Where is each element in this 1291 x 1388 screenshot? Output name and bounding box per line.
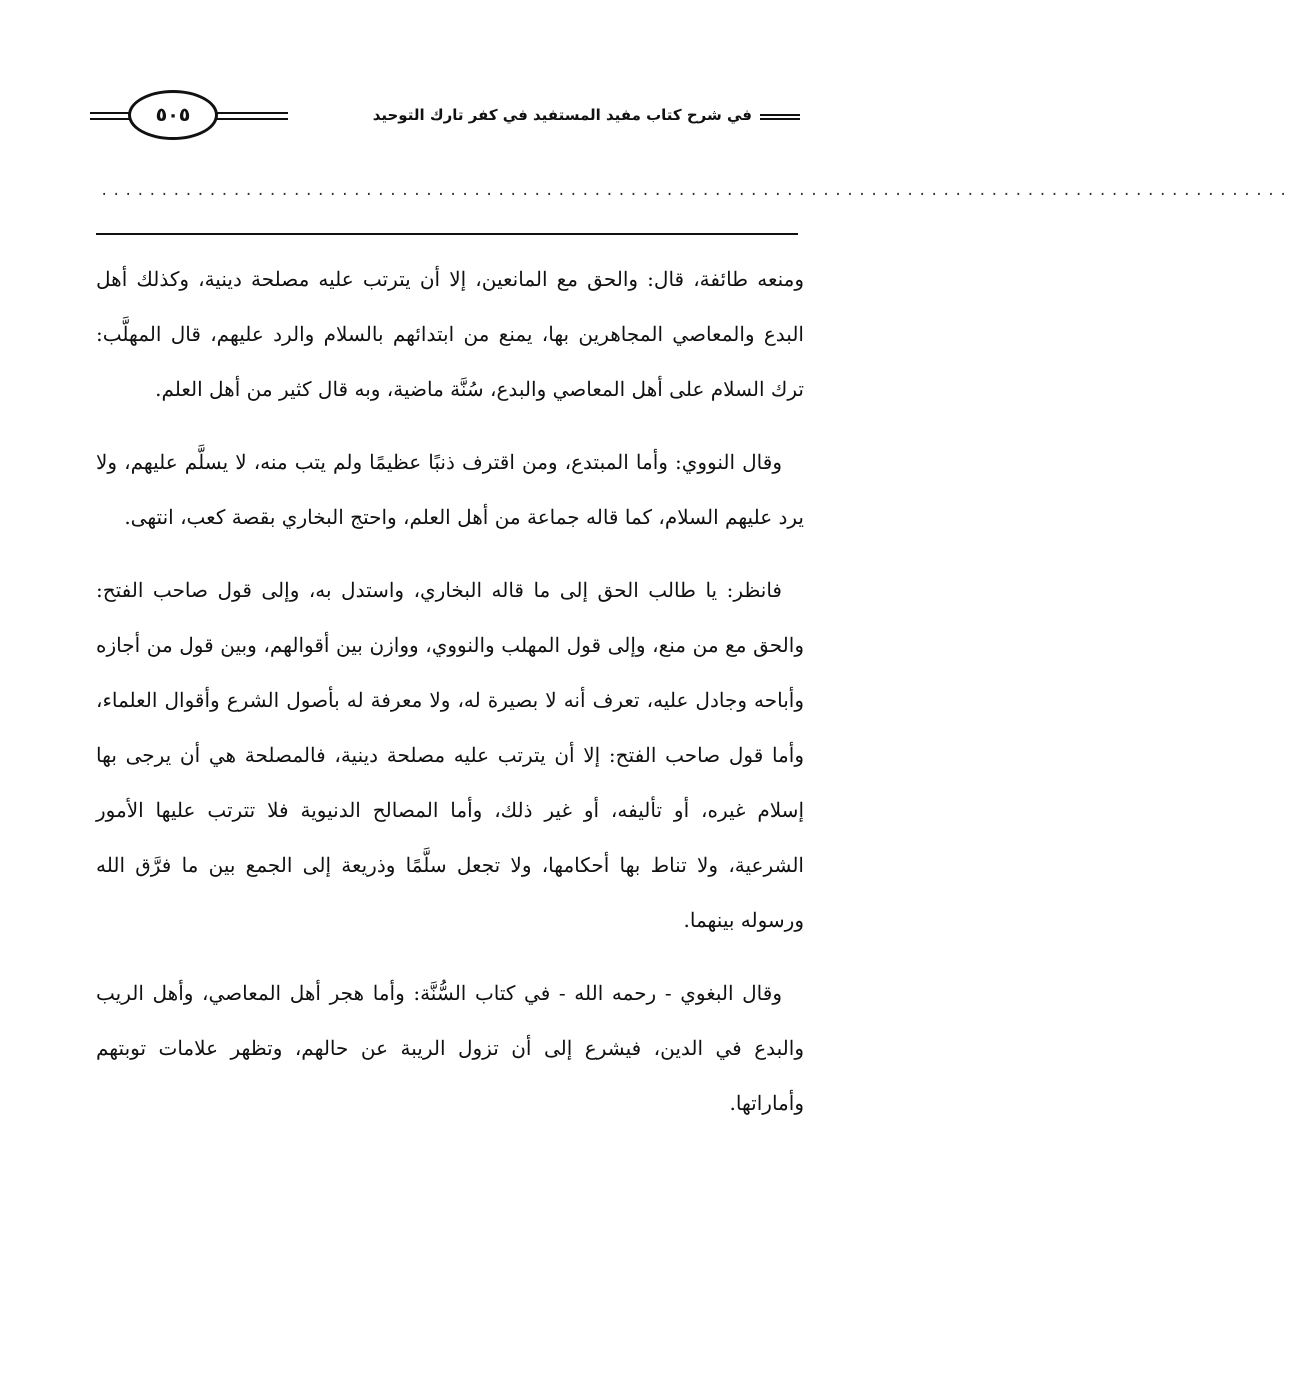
- header-horizontal-rule: [96, 233, 798, 235]
- paragraph-4: وقال البغوي - رحمه الله - في كتاب السُّنَّة: وأما هجر أهل المعاصي، وأهل الريب والبدع في الدين، فيشرع إلى أن تزول الريبة عن حالهم، وتظهر علامات توبتهم وأماراتها.: [96, 981, 804, 1115]
- page-number: ٥٠٥: [155, 104, 191, 126]
- header-left-double-rule: [90, 112, 130, 120]
- paragraph-1: ومنعه طائفة، قال: والحق مع المانعين، إلا أن يترتب عليه مصلحة دينية، وكذلك أهل البدع والمعاصي المجاهرين بها، يمنع من ابتدائهم بالسلام والرد عليهم، قال المهلَّب: ترك السلام على أهل المعاصي والبدع، سُنَّة ماضية، وبه قال كثير من أهل العلم.: [96, 267, 804, 401]
- page-number-oval: [128, 90, 218, 140]
- paragraph-2: وقال النووي: وأما المبتدع، ومن اقترف ذنبًا عظيمًا ولم يتب منه، لا يسلَّم عليهم، ولا يرد عليهم السلام، كما قاله جماعة من أهل العلم، واحتج البخاري بقصة كعب، انتهى.: [96, 450, 804, 529]
- header-right-double-rule: [760, 114, 800, 120]
- paragraph-3: فانظر: يا طالب الحق إلى ما قاله البخاري، واستدل به، وإلى قول صاحب الفتح: والحق مع من منع، وإلى قول المهلب والنووي، ووازن بين أقوالهم، وبين قول من أجازه وأباحه وجادل عليه، تعرف أنه لا بصيرة له، ولا معرفة له بأصول الشرع وأقوال العلماء، وأما قول صاحب الفتح: إلا أن يترتب عليه مصلحة دينية، فالمصلحة هي أن يرجى بها إسلام غيره، أو تأليفه، أو غير ذلك، وأما المصالح الدنيوية فلا تترتب عليها الأمور الشرعية، ولا تناط بها أحكامها، ولا تجعل سلَّمًا وذريعة إلى الجمع بين ما فرَّق الله ورسوله بينهما.: [96, 578, 804, 932]
- page-header: [88, 88, 800, 148]
- dotted-separator: ...................................................................................................: [100, 183, 1291, 199]
- body-text: [96, 252, 804, 1149]
- running-header-title: في شرح كتاب مفيد المستفيد في كفر تارك التوحيد: [372, 106, 752, 124]
- header-middle-double-rule: [216, 112, 288, 120]
